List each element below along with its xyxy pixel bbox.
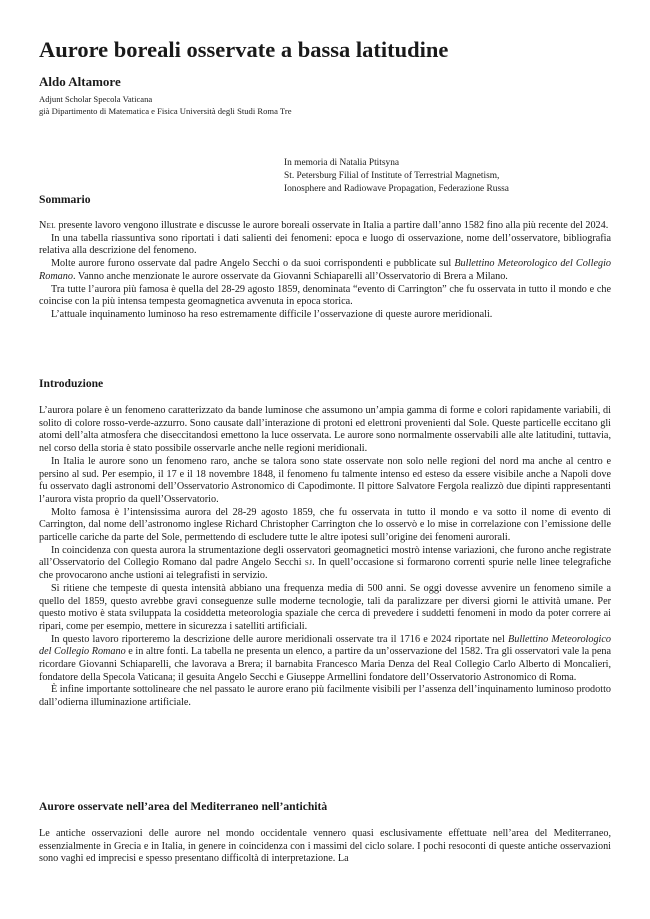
- journal-title: Bullettino Meteorologico del Collegio Romano: [39, 258, 611, 282]
- section-heading-sommario: Sommario: [39, 193, 91, 206]
- paragraph: [39, 258, 611, 283]
- section-heading-introduzione: Introduzione: [39, 377, 104, 390]
- paragraph-text: . In quell’occasione si formarono correnti spurie nelle linee telegrafiche che provocarono anche ustioni ai telegrafisti in servizio.: [39, 557, 611, 582]
- author-name: Aldo Altamore: [39, 74, 121, 89]
- paragraph: Le antiche osservazioni delle aurore nel mondo occidentale vennero quasi esclusivamente effettuate nell’area del Mediterraneo, essenzialmente in Grecia e in Italia, in genere in coincidenza con i massimi del ciclo solare. I pochi resoconti di queste antiche osservazioni sono vaghi ed imprecisi e spesso presentano difficoltà di interpretazione. La: [39, 828, 611, 865]
- paragraph: Tra tutte l’aurora più famosa è quella del 28-29 agosto 1859, denominata “evento di Carrington” che fu osservata in tutto il mondo e che coincise con la più intensa tempesta geomagnetica avvenuta in epoca storica.: [39, 283, 611, 308]
- section-heading-mediterraneo: Aurore osservate nell’area del Mediterraneo nell’antichità: [39, 800, 328, 813]
- paragraph-text: Molte aurore furono osservate dal padre Angelo Secchi o da suoi corrispondenti e pubblicate sul: [51, 258, 455, 270]
- paragraph: In una tabella riassuntiva sono riportati i dati salienti dei fenomeni: epoca e luogo di osservazione, nome dell’osservatore, bibliografia relativa alla descrizione del fenomeno.: [39, 232, 611, 257]
- author-affiliation-1: Adjunt Scholar Specola Vaticana: [39, 94, 153, 104]
- introduction-body: [39, 405, 611, 710]
- dedication: [284, 157, 624, 196]
- paragraph-text: . Vanno anche menzionate le aurore osservate da Giovanni Schiaparelli all’Osservatorio di Brera a Milano.: [72, 270, 508, 282]
- order-abbreviation: sj: [304, 557, 313, 569]
- paragraph: L’attuale inquinamento luminoso ha reso estremamente difficile l’osservazione di queste aurore meridionali.: [51, 308, 493, 320]
- paragraph: L’aurora polare è un fenomeno caratterizzato da bande luminose che assumono un’ampia gamma di forme e colori rapidamente variabili, di solito di colore rosso-verde-azzurro. Sono causate dall’interazione di protoni ed elettroni provenienti dal Sole. Queste particelle eccitano gli atomi dell’alta atmosfera che diseccitandosi emettono la luce osservata. Le aurore sono normalmente osservabili alle alte latitudini, tuttavia, nel corso della storia è stato possibile osservarle anche nelle regioni meridionali.: [39, 405, 611, 455]
- article-title: Aurore boreali osservate a bassa latitudine: [39, 37, 449, 62]
- paragraph: [39, 545, 611, 583]
- dedication-line: In memoria di Natalia Ptitsyna: [284, 158, 400, 168]
- paragraph-text: presente lavoro vengono illustrate e discusse le aurore boreali osservate in Italia a partire dall’anno 1582 fino alla più recente del 2024.: [55, 220, 609, 231]
- author-affiliation-2: già Dipartimento di Matematica e Fisica Università degli Studi Roma Tre: [39, 106, 292, 116]
- paragraph-text: e in altre fonti. La tabella ne presenta un elenco, a partire da un’osservazione del 1582. Tra gli osservatori vale la pena ricordare Giovanni Schiaparelli, che lavorava a Brera; il barnabita Francesco Maria Denza del Real Collegio Carlo Alberto di Moncalieri, fondatore della Specola Vaticana; il gesuita Angelo Secchi e Giuseppe Armellini fondatore dell’Osservatorio Astronomico di Roma.: [39, 646, 611, 683]
- abstract-body: [39, 220, 611, 322]
- lead-word: Nel: [39, 220, 56, 231]
- paragraph-text: In questo lavoro riporteremo la descrizione delle aurore meridionali osservate tra il 1716 e 2024 riportate nel: [51, 633, 508, 645]
- paragraph: È infine importante sottolineare che nel passato le aurore erano più facilmente visibili per l’assenza dell’inquinamento luminoso prodotto dall’odierna illuminazione artificiale.: [39, 684, 611, 709]
- mediterraneo-body: [39, 828, 611, 866]
- paragraph: Si ritiene che tempeste di questa intensità abbiano una frequenza media di 500 anni. Se oggi dovesse avvenire un fenomeno simile a quello del 1859, questo avrebbe gravi conseguenze sulle moderne tecnologie, tali da paralizzare per diversi giorni le attività umane. Per questo motivo è stata sviluppata la cosiddetta meteorologia spaziale che cerca di prevedere i suddetti fenomeni in modo da poter correre ai ripari, come per esempio, mettere in sicurezza i satelliti artificiali.: [39, 582, 611, 632]
- paragraph: [39, 634, 611, 685]
- dedication-line: St. Petersburg Filial of Institute of Terrestrial Magnetism,: [284, 171, 500, 181]
- paragraph: In Italia le aurore sono un fenomeno raro, anche se talora sono state osservate non solo nelle regioni del nord ma anche al centro e persino al sud. Per esempio, il 17 e il 18 novembre 1848, il fenomeno fu talmente intenso ed esteso da essere visibile anche a Napoli dove fu osservato dagli astronomi dell’Osservatorio Astronomico di Capodimonte. Il pittore Salvatore Fergola realizzò due dipinti rappresentanti l’aurora vista proprio da quell’Osservatorio.: [39, 455, 611, 505]
- journal-title: Bullettino Meteorologico del Collegio Romano: [39, 633, 611, 658]
- paragraph-text: In coincidenza con questa aurora la strumentazione degli osservatori geomagnetici mostrò intense variazioni, che furono anche registrate all’Osservatorio del Collegio Romano dal padre Angelo Secchi: [39, 544, 611, 569]
- paragraph: [39, 220, 611, 233]
- dedication-line: Ionosphere and Radiowave Propagation, Federazione Russa: [284, 184, 509, 194]
- paragraph: Molto famosa è l’intensissima aurora del 28-29 agosto 1859, che fu osservata in tutto il mondo e va sotto il nome di evento di Carrington, dal nome dell’astronomo inglese Richard Christopher Carrington che lo osservò e lo mise in correlazione con l’emissione delle particelle cariche da parte del Sole, permettendo di escludere tutte le altre ipotesi sull’origine dei fenomeni aurorali.: [39, 506, 611, 544]
